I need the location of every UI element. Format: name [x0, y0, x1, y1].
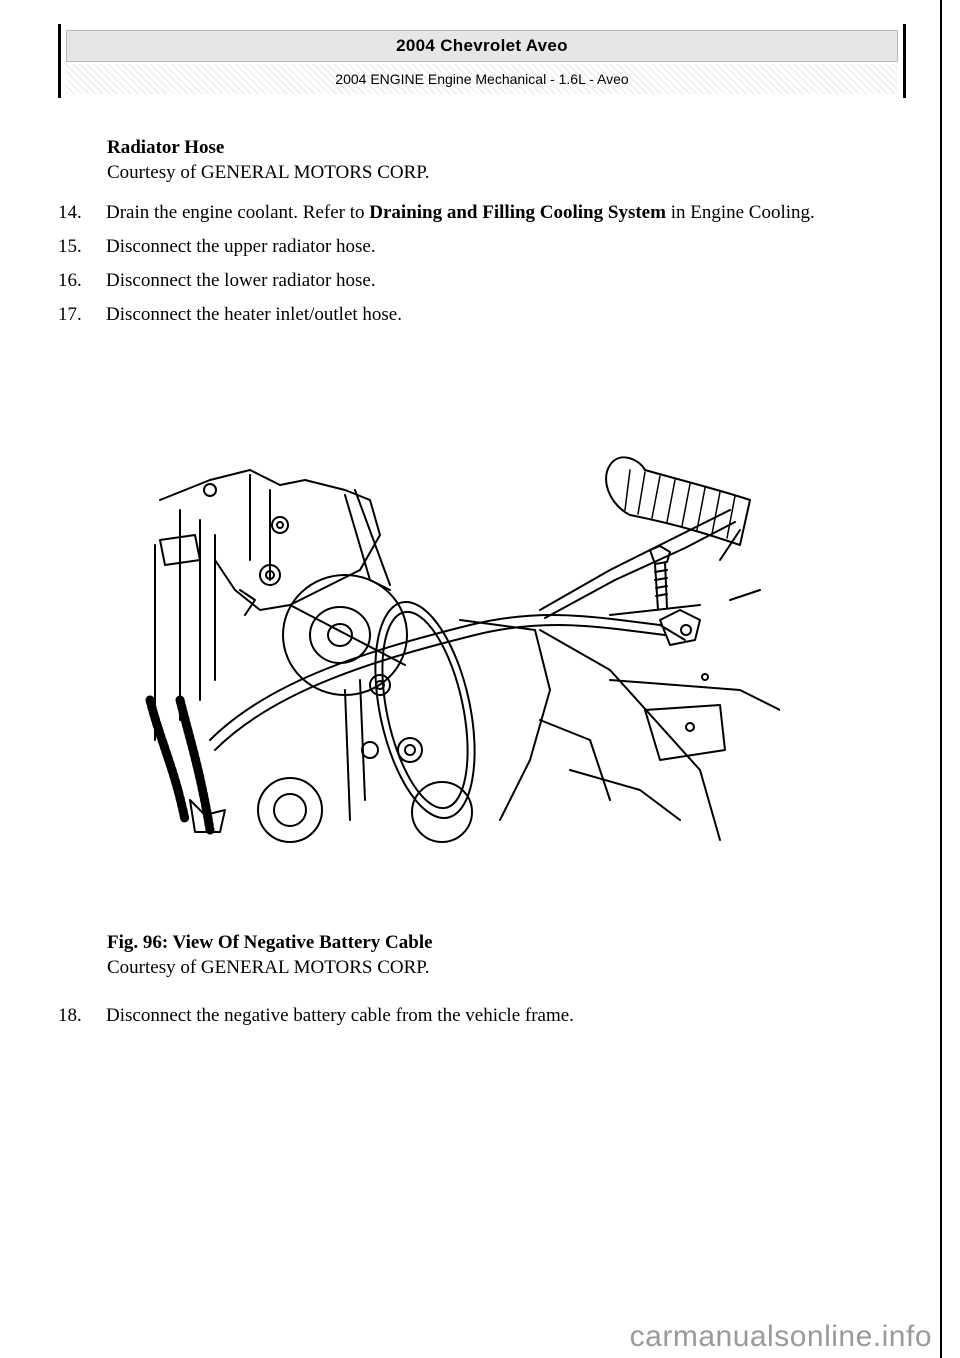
step-number: 17.: [58, 304, 82, 325]
step-text-pre: Drain the engine coolant. Refer to: [106, 202, 370, 223]
step-14: [58, 200, 888, 226]
caption-title: Radiator Hose: [107, 137, 225, 158]
caption-title: Fig. 96: View Of Negative Battery Cable: [107, 932, 433, 953]
step-17: [58, 302, 888, 328]
step-text: Disconnect the upper radiator hose.: [106, 236, 376, 257]
page-border-right-top: [903, 24, 906, 98]
step-16: [58, 268, 888, 294]
step-text: Disconnect the negative battery cable from the vehicle frame.: [106, 1005, 574, 1026]
header-subtitle: 2004 ENGINE Engine Mechanical - 1.6L - Aveo: [66, 64, 898, 94]
step-text-post: in Engine Cooling.: [665, 202, 815, 223]
caption-credit: Courtesy of GENERAL MOTORS CORP.: [107, 162, 430, 183]
step-number: 18.: [58, 1005, 82, 1026]
watermark: carmanualsonline.info: [629, 1320, 932, 1353]
step-number: 14.: [58, 202, 82, 223]
figure-96-caption: [107, 930, 433, 980]
procedure-steps: [58, 200, 888, 336]
caption-credit: Courtesy of GENERAL MOTORS CORP.: [107, 957, 430, 978]
step-number: 15.: [58, 236, 82, 257]
step-18: [58, 1003, 888, 1029]
step-text: Disconnect the lower radiator hose.: [106, 270, 376, 291]
cooling-system-link[interactable]: Draining and Filling Cooling System: [369, 202, 666, 223]
negative-battery-cable-illustration: [140, 440, 780, 890]
procedure-steps-continued: [58, 1003, 888, 1037]
page-border-left: [58, 24, 61, 98]
page-header: [66, 30, 898, 94]
radiator-hose-caption: [107, 135, 430, 185]
step-15: [58, 234, 888, 260]
page-border-right: [940, 0, 942, 1358]
step-number: 16.: [58, 270, 82, 291]
step-text: [106, 200, 888, 226]
header-title: 2004 Chevrolet Aveo: [66, 30, 898, 62]
step-text: Disconnect the heater inlet/outlet hose.: [106, 304, 402, 325]
